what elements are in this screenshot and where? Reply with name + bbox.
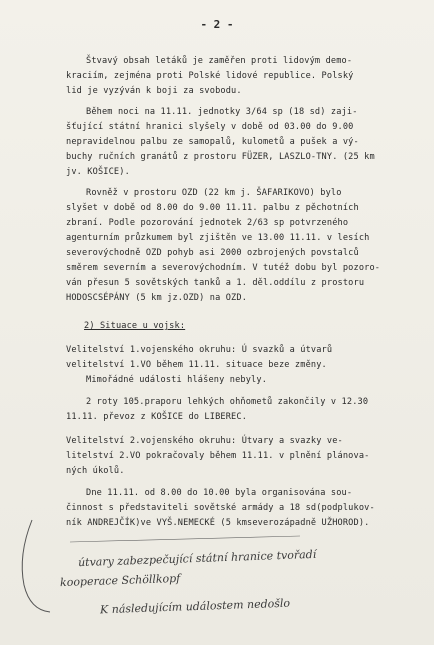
text-line: slyšet v době od 8.00 do 9.00 11.11. palbu z pěchotních xyxy=(66,203,359,213)
text-line: Velitelství 1.vojenského okruhu: Ú svazků a útvarů xyxy=(66,345,333,355)
text-line: 11.11. převoz z KOŠICE do LIBEREC. xyxy=(66,412,248,422)
text-line: Během noci na 11.11. jednotky 3/64 sp (18 sd) zaji- xyxy=(86,107,358,117)
text-line: nepravidelnou palbu ze samopalů, kulometů a pušek a vý- xyxy=(66,137,359,147)
text-line: zbraní. Podle pozorování jednotek 2/63 sp potvrzeného xyxy=(66,218,349,228)
text-line: kraciím, zejména proti Polské lidové republice. Polský xyxy=(66,71,354,81)
text-line: litelství 2.VO pokračovaly během 11.11. v plnění plánova- xyxy=(66,451,370,461)
page-number: - 2 - xyxy=(200,18,234,31)
handwritten-note: útvary zabezpečující státní hranice tvořadí xyxy=(77,547,317,570)
text-line: buchy ručních granátů z prostoru FÜZER, LASZLO-TNY. (25 km xyxy=(66,152,375,162)
text-line: šťující státní hranici slyšely v době od 03.00 do 9.00 xyxy=(66,122,354,132)
text-line: jv. KOŠICE). xyxy=(66,167,130,177)
section-heading: 2) Situace u vojsk: xyxy=(84,321,186,331)
text-line: Dne 11.11. od 8.00 do 10.00 byla organisována sou- xyxy=(86,488,353,498)
text-line: agenturním průzkumem byl zjištěn ve 13.00 11.11. v lesích xyxy=(66,233,370,243)
text-line: ník ANDREJČÍK)ve VYŠ.NEMECKÉ (5 kmseverozápadně UŽHOROD). xyxy=(66,518,370,528)
handwritten-note: kooperace Schöllkopf xyxy=(59,571,181,590)
text-line: velitelství 1.VO během 11.11. situace beze změny. xyxy=(66,360,327,370)
text-line: Rovněž v prostoru OZD (22 km j. ŠAFARIKOVO) bylo xyxy=(86,188,342,198)
text-line: ných úkolů. xyxy=(66,466,125,476)
text-line: směrem severním a severovýchodním. V tutéž dobu byl pozoro- xyxy=(66,263,381,273)
text-line: Štvavý obsah letáků je zaměřen proti lidovým demo- xyxy=(86,56,353,66)
text-line: Mimořádné události hlášeny nebyly. xyxy=(86,375,268,385)
text-line: činnost s představiteli sovětské armády a 18 sd(podplukov- xyxy=(66,503,375,513)
text-line: severovýchodně OZD pohyb asi 2000 ozbrojených povstalců xyxy=(66,248,359,258)
text-line: 2 roty 105.praporu lehkých ohňometů zakončily v 12.30 xyxy=(86,397,369,407)
text-line: Velitelství 2.vojenského okruhu: Útvary a svazky ve- xyxy=(66,436,343,446)
text-line: HODOSCSÉPÁNY (5 km jz.OZD) na OZD. xyxy=(66,293,248,303)
text-line: ván přesun 5 sovětských tanků a 1. děl.oddílu z prostoru xyxy=(66,278,365,288)
text-line: lid je vyzýván k boji za svobodu. xyxy=(66,86,242,96)
handwritten-note: K následujícím událostem nedošlo xyxy=(99,596,291,617)
